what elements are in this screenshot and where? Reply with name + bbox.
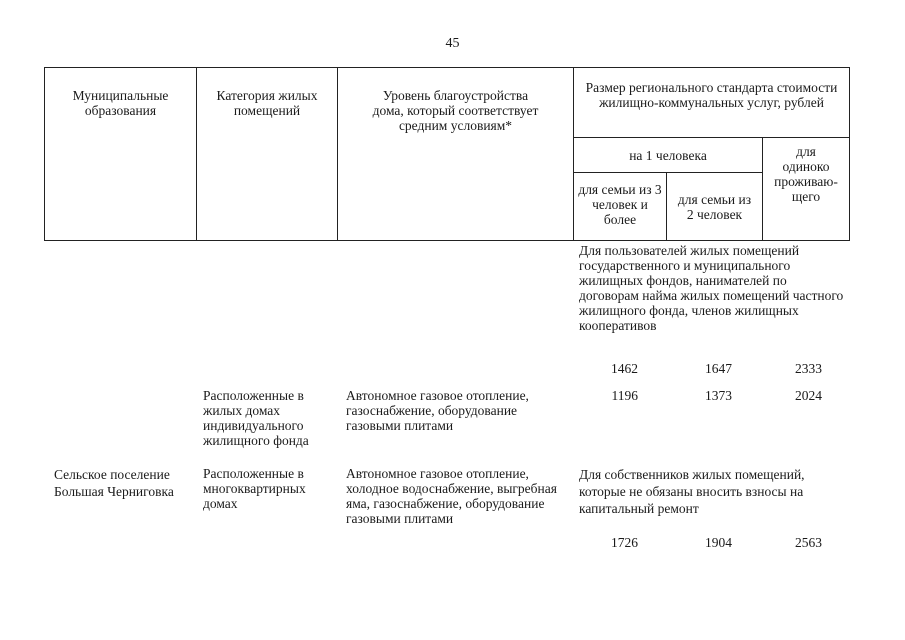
header-per-person-label: на 1 человека xyxy=(629,148,707,163)
section1-note: Для пользователей жилых помещений государственного и муниципального жилищных фондов, нанимателей по договорам найма жилых помещений частного жилищного фонда, членов жилищных кооперативов xyxy=(579,243,844,333)
header-municipal-label: Муниципальные образования xyxy=(72,88,169,118)
header-category-label: Категория жилых помещений xyxy=(216,88,318,118)
s1-row2-family3: 1196 xyxy=(611,388,638,403)
header-cell-family3 xyxy=(573,172,667,241)
s2-level: Автономное газовое отопление, холодное водоснабжение, выгребная яма, газоснабжение, оборудование газовыми плитами xyxy=(346,466,557,526)
page-number: 45 xyxy=(445,36,460,51)
header-cell-municipal xyxy=(44,67,197,241)
section2-note: Для собственников жилых помещений, которые не обязаны вносить взносы на капитальный ремонт xyxy=(579,467,805,516)
s2-row-single: 2563 xyxy=(795,535,822,550)
header-cell-single xyxy=(762,137,850,241)
header-cell-level xyxy=(337,67,574,241)
header-single-label: для одиноко проживаю-щего xyxy=(774,144,838,204)
s2-category: Расположенные в многоквартирных домах xyxy=(203,466,306,511)
s1-row2-category: Расположенные в жилых домах индивидуального жилищного фонда xyxy=(203,388,309,448)
s1-row1-single: 2333 xyxy=(795,361,822,376)
header-cell-category xyxy=(196,67,338,241)
s2-row-family3: 1726 xyxy=(611,535,638,550)
header-cell-family2 xyxy=(666,172,763,241)
s1-row2-level: Автономное газовое отопление, газоснабжение, оборудование газовыми плитами xyxy=(346,388,529,433)
s1-row2-single: 2024 xyxy=(795,388,822,403)
table-header xyxy=(44,67,850,241)
header-family2-label: для семьи из 2 человек xyxy=(677,192,752,222)
header-cell-standard xyxy=(573,67,850,138)
header-level-label: Уровень благоустройства дома, который соответствует средним условиям* xyxy=(372,88,539,133)
s1-row2-family2: 1373 xyxy=(705,388,732,403)
s1-row1-family3: 1462 xyxy=(611,361,638,376)
s1-row1-family2: 1647 xyxy=(705,361,732,376)
header-cell-per-person xyxy=(573,137,763,173)
s2-municipal: Сельское поселение Большая Черниговка xyxy=(54,467,174,499)
header-standard-label: Размер регионального стандарта стоимости жилищно-коммунальных услуг, рублей xyxy=(585,80,838,110)
s2-row-family2: 1904 xyxy=(705,535,732,550)
header-family3-label: для семьи из 3 человек и более xyxy=(578,182,662,227)
